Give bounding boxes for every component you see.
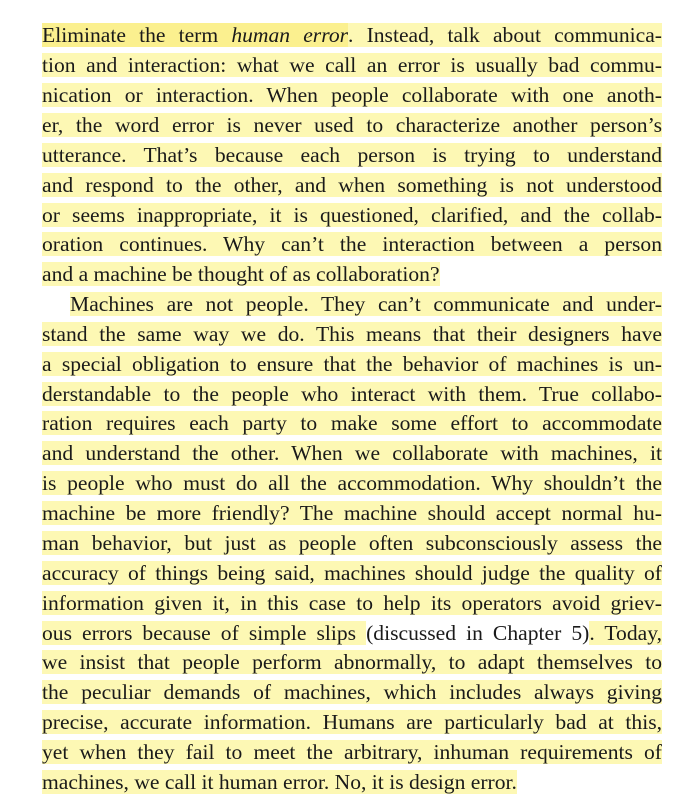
text-segment: stand the same way we do. This means that their designers have [42,322,662,346]
text-line [42,140,662,170]
text-line [42,767,662,797]
text-segment: utterance. That’s because each person is trying to understand [42,143,662,167]
text-line [42,707,662,737]
text-line [42,289,662,319]
text-segment: nication or interaction. When people collaborate with one anoth- [42,83,662,107]
text-segment: Machines are not people. They can’t communicate and under- [70,292,662,316]
text-segment: . Instead, talk about communica- [348,23,662,47]
text-line [42,349,662,379]
text-segment: man behavior, but just as people often subconsciously assess the [42,531,662,555]
text-line [42,737,662,767]
text-line [42,677,662,707]
text-segment: yet when they fail to meet the arbitrary, inhuman requirements of [42,740,662,764]
text-segment: ration requires each party to make some effort to accommodate [42,411,662,435]
text-line [42,558,662,588]
text-segment: er, the word error is never used to characterize another person’s [42,113,662,137]
text-line [42,438,662,468]
text-line [42,647,662,677]
text-segment: machines, we call it human error. No, it is design error. [42,770,517,794]
text-segment: oration continues. Why can’t the interaction between a person [42,232,662,256]
text-segment: tion and interaction: what we call an error is usually bad commu- [42,53,662,77]
text-line [42,200,662,230]
text-line [42,588,662,618]
text-line [42,229,662,259]
text-line [42,498,662,528]
text-segment: ous errors because of simple slips [42,621,367,645]
text-segment: . Today, [589,621,663,645]
text-line [42,408,662,438]
text-segment: Eliminate the term [42,23,232,47]
text-segment: precise, accurate information. Humans are particularly bad at this, [42,710,662,734]
text-line [42,528,662,558]
text-segment: and respond to the other, and when something is not understood [42,173,662,197]
text-line [42,110,662,140]
text-line [42,319,662,349]
text-segment: and a machine be thought of as collaboration? [42,262,440,286]
text-segment: machine be more friendly? The machine should accept normal hu- [42,501,662,525]
text-segment: and understand the other. When we collaborate with machines, it [42,441,662,465]
text-segment: information given it, in this case to help its operators avoid griev- [42,591,662,615]
text-line [42,379,662,409]
text-segment: a special obligation to ensure that the behavior of machines is un- [42,352,662,376]
text-line [42,80,662,110]
text-segment: is people who must do all the accommodation. Why shouldn’t the [42,471,662,495]
text-segment: the peculiar demands of machines, which includes always giving [42,680,662,704]
text-line [42,468,662,498]
text-segment: or seems inappropriate, it is questioned, clarified, and the collab- [42,203,662,227]
text-line [42,618,662,648]
text-segment: human error [231,23,349,47]
text-line [42,259,662,289]
text-segment: accuracy of things being said, machines should judge the quality of [42,561,662,585]
text-line [42,20,662,50]
text-segment: derstandable to the people who interact with them. True collabo- [42,382,662,406]
text-line [42,170,662,200]
text-segment: we insist that people perform abnormally, to adapt themselves to [42,650,662,674]
text-line [42,50,662,80]
chapter-reference[interactable]: (discussed in Chapter 5) [366,621,590,645]
